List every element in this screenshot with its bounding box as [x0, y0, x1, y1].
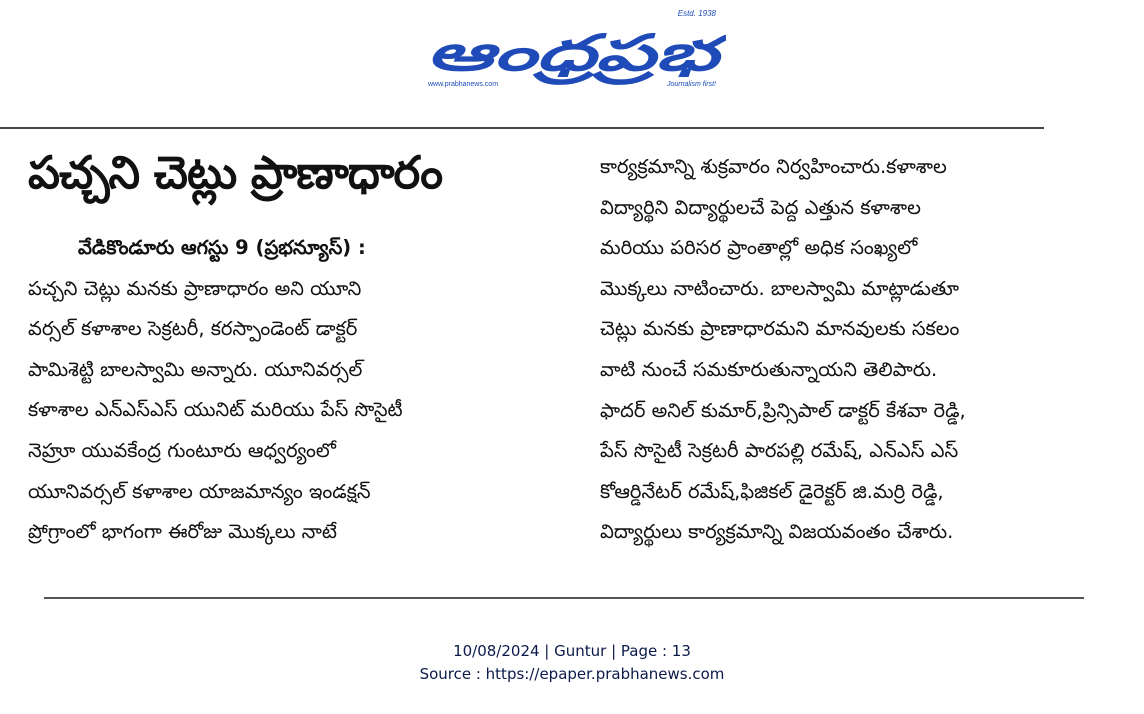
body-line: మొక్కలు నాటించారు. బాలస్వామి మాట్లాడుతూ — [600, 276, 960, 300]
body-line: విద్యార్థిని విద్యార్థులచే పెద్ద ఎత్తున కళాశాల — [600, 195, 921, 219]
body-line: పచ్చని చెట్లు మనకు ప్రాణాధారం అని యూని — [28, 276, 362, 300]
body-line: యూనివర్సల్ కళాశాల యాజమాన్యం ఇండక్షన్ — [28, 479, 371, 503]
bottom-divider — [44, 597, 1084, 599]
body-line: చెట్లు మనకు ప్రాణాధారమని మానవులకు సకలం — [600, 317, 960, 341]
body-line: కళాశాల ఎన్ఎస్ఎస్ యునిట్ మరియు పేస్ సొసైటీ — [28, 398, 403, 422]
article-right-column — [600, 147, 1132, 553]
masthead-tagline: Journalism first! — [666, 81, 716, 88]
body-line: నెహ్రూ యువకేంద్ర గుంటూరు ఆధ్వర్యంలో — [28, 438, 336, 462]
body-line: ఫాదర్ అనిల్ కుమార్,ప్రిన్సిపాల్ డాక్టర్ కేశవా రెడ్డి, — [600, 398, 966, 422]
footer-source: Source : https://epaper.prabhanews.com — [419, 665, 725, 683]
body-line: కార్యక్రమాన్ని శుక్రవారం నిర్వహించారు.కళాశాల — [600, 155, 947, 178]
article-left-column — [28, 228, 574, 553]
body-line: పేస్ సొసైటీ సెక్రటరీ పారపల్లి రమేష్, ఎన్ఎస్ ఎస్ — [600, 439, 959, 463]
dateline: వేడికొండూరు ఆగస్టు 9 (ప్రభన్యూస్) : — [78, 236, 366, 259]
body-line: విద్యార్థులు కార్యక్రమాన్ని విజయవంతం చేశారు. — [600, 520, 954, 544]
masthead-estd: Estd. 1938 — [677, 9, 716, 18]
masthead-logo-text: ఆంధ్రప్రభ — [426, 24, 600, 82]
body-line: వాటి నుంచే సమకూరుతున్నాయని తెలిపారు. — [600, 357, 938, 381]
body-line: ప్రోగ్రాంలో భాగంగా ఈరోజు మొక్కలు నాటే — [28, 520, 337, 544]
masthead-website: www.prabhanews.com — [428, 81, 499, 88]
body-line: పామిశెట్టి బాలస్వామి అన్నారు. యూనివర్సల్ — [28, 357, 363, 381]
article-headline: పచ్చని చెట్లు ప్రాణాధారం — [28, 146, 443, 199]
newspaper-masthead — [420, 4, 726, 94]
body-line: వర్సల్ కళాశాల సెక్రటరీ, కరస్పాండెంట్ డాక్టర్ — [28, 317, 358, 341]
top-divider — [0, 127, 1044, 129]
body-line: కోఆర్డినేటర్ రమేష్,ఫిజికల్ డైరెక్టర్ జి.మర్రి రెడ్డి, — [600, 479, 944, 503]
masthead-logo — [420, 4, 726, 94]
body-line: మరియు పరిసర ప్రాంతాల్లో అధిక సంఖ్యలో — [600, 236, 918, 260]
footer-edition-info: 10/08/2024 | Guntur | Page : 13 — [453, 642, 691, 660]
